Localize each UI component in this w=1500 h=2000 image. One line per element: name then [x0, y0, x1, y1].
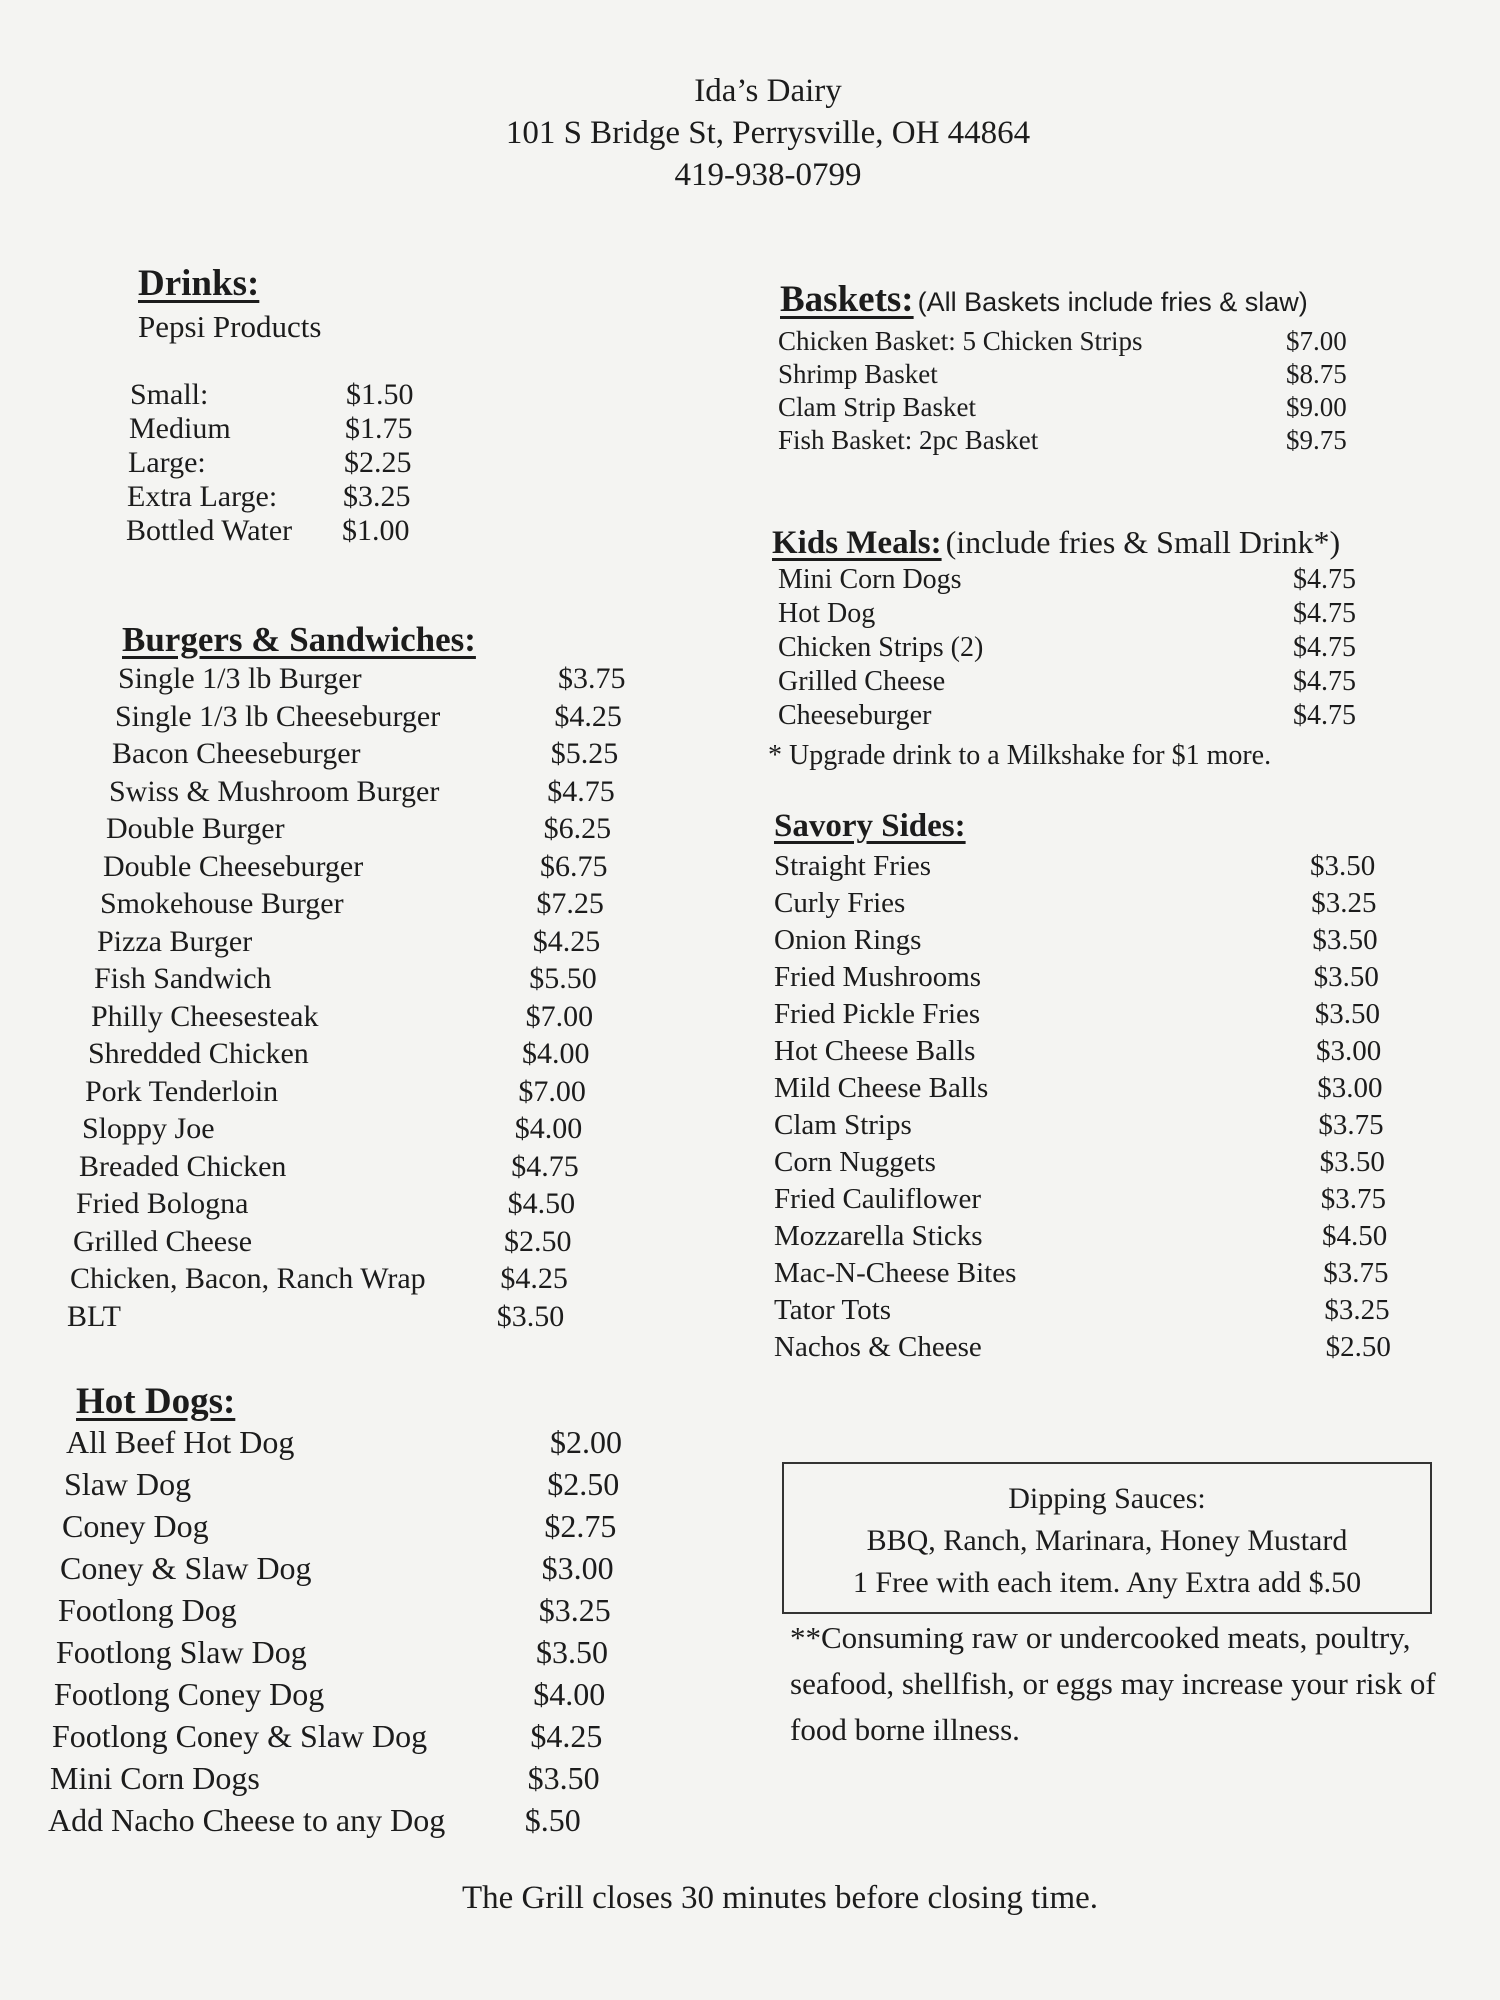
- hotdogs-item: [62, 1508, 617, 1550]
- sides-item: [774, 1220, 1388, 1257]
- hotdogs-item-name: Footlong Dog: [58, 1592, 237, 1628]
- hotdogs-item-name: Footlong Slaw Dog: [56, 1634, 307, 1670]
- burgers-item: [97, 924, 601, 963]
- sides-item-name: Mozzarella Sticks: [774, 1220, 983, 1252]
- kids-item-name: Cheeseburger: [778, 700, 932, 731]
- hotdogs-section: [76, 1380, 235, 1423]
- kids-item: [778, 666, 1356, 700]
- burgers-item-price: $5.25: [550, 737, 619, 770]
- burgers-item: [112, 737, 619, 775]
- drinks-item: [129, 412, 413, 446]
- burgers-item-name: Fried Bologna: [76, 1187, 249, 1220]
- burgers-item: [94, 962, 597, 1000]
- sides-item: [774, 1294, 1390, 1331]
- drinks-item-price: $2.25: [344, 446, 412, 479]
- hotdogs-item: [66, 1424, 622, 1466]
- hotdogs-item-price: $2.00: [550, 1424, 622, 1460]
- sides-item-name: Nachos & Cheese: [774, 1331, 982, 1363]
- drinks-item-name: Extra Large:: [127, 480, 278, 513]
- burgers-item-price: $4.25: [554, 699, 622, 733]
- sides-item-price: $3.00: [1317, 1072, 1383, 1104]
- burgers-item-name: Smokehouse Burger: [100, 887, 344, 920]
- burgers-item: [82, 1112, 583, 1150]
- kids-item-name: Grilled Cheese: [778, 666, 946, 697]
- burgers-item: [106, 812, 612, 850]
- sides-item: [774, 1072, 1383, 1109]
- kids-item-name: Hot Dog: [778, 598, 876, 629]
- sides-item-name: Mild Cheese Balls: [774, 1072, 989, 1104]
- burgers-item-name: Swiss & Mushroom Burger: [109, 774, 440, 808]
- hotdogs-item-name: Slaw Dog: [64, 1466, 192, 1502]
- burgers-item-price: $7.25: [536, 887, 604, 920]
- baskets-item-price: $9.00: [1286, 392, 1347, 422]
- kids-section: [772, 524, 1340, 562]
- burgers-item-name: Double Burger: [106, 812, 285, 845]
- restaurant-name: Ida’s Dairy: [694, 73, 842, 109]
- hotdogs-item: [50, 1760, 600, 1802]
- baskets-list: [778, 326, 1347, 458]
- sides-item-name: Mac-N-Cheese Bites: [774, 1257, 1017, 1289]
- sides-item-price: $3.25: [1311, 887, 1377, 919]
- drinks-item-name: Medium: [129, 412, 231, 445]
- drinks-item-name: Large:: [128, 446, 206, 479]
- sides-item-price: $3.00: [1316, 1035, 1382, 1067]
- sides-item: [774, 924, 1378, 961]
- burgers-item-price: $4.25: [500, 1262, 568, 1295]
- sides-item: [774, 887, 1377, 924]
- kids-item: [778, 700, 1356, 734]
- sides-item-price: $3.25: [1324, 1294, 1390, 1326]
- sides-item-price: $3.75: [1323, 1257, 1389, 1289]
- kids-footnote: * Upgrade drink to a Milkshake for $1 more.: [768, 740, 1272, 771]
- drinks-item: [128, 446, 412, 480]
- kids-item-price: $4.75: [1293, 666, 1356, 697]
- burgers-item: [85, 1074, 586, 1113]
- sides-item: [774, 1146, 1385, 1183]
- drinks-list: [126, 378, 414, 548]
- food-safety-warning: **Consuming raw or undercooked meats, poultry, seafood, shellfish, or eggs may increase your risk of food borne illness.: [790, 1620, 1436, 1747]
- kids-note: (include fries & Small Drink*): [945, 524, 1341, 560]
- sauces-list: BBQ, Ranch, Marinara, Honey Mustard: [866, 1524, 1348, 1557]
- burgers-item-price: $4.00: [522, 1037, 590, 1070]
- hotdogs-item-name: Coney & Slaw Dog: [60, 1550, 312, 1586]
- burgers-item-name: Pork Tenderloin: [85, 1074, 279, 1108]
- burgers-item: [118, 662, 626, 700]
- hotdogs-item-price: $4.00: [533, 1676, 606, 1712]
- drinks-item-price: $1.50: [346, 378, 414, 411]
- restaurant-address: 101 S Bridge St, Perrysville, OH 44864: [505, 115, 1031, 151]
- baskets-item-name: Clam Strip Basket: [778, 392, 976, 422]
- burgers-item: [73, 1224, 572, 1263]
- hotdogs-item: [64, 1466, 620, 1508]
- burgers-item-price: $5.50: [529, 962, 597, 995]
- sides-item: [774, 998, 1381, 1035]
- kids-item-name: Chicken Strips (2): [778, 632, 984, 663]
- hotdogs-item-name: Add Nacho Cheese to any Dog: [48, 1802, 446, 1838]
- burgers-item-price: $3.50: [496, 1299, 565, 1333]
- sides-item-name: Onion Rings: [774, 924, 922, 956]
- burgers-item-name: Single 1/3 lb Cheeseburger: [115, 699, 441, 733]
- restaurant-phone: 419-938-0799: [674, 157, 862, 193]
- hotdogs-item-price: $4.25: [530, 1718, 603, 1754]
- baskets-note: (All Baskets include fries & slaw): [917, 287, 1308, 317]
- sides-item-price: $3.50: [1310, 850, 1376, 882]
- baskets-item-price: $8.75: [1286, 359, 1347, 389]
- drinks-section: [138, 262, 321, 345]
- sides-item: [774, 850, 1376, 887]
- burgers-title: Burgers & Sandwiches:: [122, 620, 476, 659]
- sides-item-name: Straight Fries: [774, 850, 932, 882]
- burgers-item-name: Single 1/3 lb Burger: [118, 662, 362, 695]
- sides-item-price: $2.50: [1325, 1331, 1391, 1363]
- sides-item: [774, 1109, 1384, 1146]
- burgers-item-name: Shredded Chicken: [88, 1037, 309, 1070]
- burgers-item: [67, 1299, 565, 1338]
- kids-item-price: $4.75: [1293, 564, 1356, 595]
- hotdogs-item: [54, 1676, 606, 1718]
- sides-item-name: Fried Cauliflower: [774, 1183, 981, 1215]
- burgers-item-price: $2.50: [504, 1224, 572, 1258]
- hotdogs-item-price: $3.25: [538, 1592, 611, 1628]
- baskets-title: Baskets:: [780, 279, 914, 320]
- baskets-item: [778, 359, 1347, 392]
- drinks-item: [130, 378, 414, 412]
- burgers-item: [115, 699, 622, 738]
- hotdogs-item-price: $3.50: [536, 1634, 608, 1670]
- burgers-item-price: $4.50: [507, 1187, 576, 1220]
- hotdogs-item: [48, 1802, 581, 1844]
- kids-item-price: $4.75: [1293, 700, 1356, 731]
- burgers-list: [67, 662, 626, 1337]
- baskets-item-price: $9.75: [1286, 425, 1347, 455]
- burgers-item-price: $7.00: [525, 999, 594, 1033]
- hotdogs-item: [56, 1634, 608, 1676]
- kids-title: Kids Meals:: [772, 525, 942, 561]
- hotdogs-item: [60, 1550, 614, 1592]
- drinks-title: Drinks:: [138, 263, 260, 304]
- sides-section: [774, 808, 966, 845]
- hotdogs-item-name: Coney Dog: [62, 1508, 209, 1544]
- sides-item-name: Corn Nuggets: [774, 1146, 936, 1178]
- burgers-item-name: Philly Cheesesteak: [91, 999, 319, 1033]
- sides-item-name: Curly Fries: [774, 887, 906, 919]
- sides-item-price: $3.50: [1313, 961, 1379, 993]
- burgers-item-name: BLT: [67, 1299, 121, 1333]
- burgers-item-name: Chicken, Bacon, Ranch Wrap: [70, 1262, 426, 1295]
- kids-item-name: Mini Corn Dogs: [778, 564, 962, 595]
- burgers-item-price: $4.75: [511, 1149, 579, 1183]
- burgers-item: [70, 1262, 568, 1300]
- closing-notice: The Grill closes 30 minutes before closing time.: [461, 1880, 1099, 1916]
- burgers-item-price: $4.75: [547, 774, 615, 808]
- baskets-item-name: Chicken Basket: 5 Chicken Strips: [778, 326, 1143, 356]
- dipping-sauces-box: [782, 1462, 1432, 1614]
- burgers-item: [100, 887, 604, 925]
- burgers-item-price: $7.00: [518, 1074, 586, 1108]
- baskets-item-price: $7.00: [1286, 326, 1347, 356]
- sides-item-name: Tator Tots: [774, 1294, 892, 1326]
- sides-item: [774, 1331, 1391, 1368]
- drinks-item-price: $1.00: [342, 514, 410, 547]
- burgers-item: [91, 999, 594, 1038]
- burgers-item-name: Pizza Burger: [97, 924, 253, 958]
- hotdogs-item-name: Mini Corn Dogs: [50, 1760, 260, 1796]
- sides-title: Savory Sides:: [774, 808, 966, 844]
- hotdogs-item-price: $3.50: [527, 1760, 600, 1796]
- burgers-item-price: $6.25: [543, 812, 612, 845]
- sides-item-price: $4.50: [1322, 1220, 1388, 1252]
- sides-item-name: Hot Cheese Balls: [774, 1035, 976, 1067]
- burgers-item-name: Breaded Chicken: [79, 1149, 287, 1183]
- sides-item-price: $3.50: [1319, 1146, 1385, 1178]
- burgers-item: [88, 1037, 590, 1075]
- sides-item-name: Clam Strips: [774, 1109, 912, 1141]
- burgers-item-name: Sloppy Joe: [82, 1112, 215, 1145]
- burgers-item-price: $4.25: [532, 924, 601, 958]
- hotdogs-item-price: $2.75: [544, 1508, 617, 1544]
- hotdogs-item: [52, 1718, 603, 1760]
- hotdogs-item-price: $2.50: [547, 1466, 620, 1502]
- hotdogs-list: [48, 1424, 622, 1844]
- sauces-policy: 1 Free with each item. Any Extra add $.50: [852, 1566, 1362, 1599]
- drinks-item-name: Bottled Water: [126, 514, 293, 547]
- drinks-item-name: Small:: [130, 378, 209, 411]
- sides-item-price: $3.50: [1312, 924, 1378, 956]
- drinks-item: [126, 514, 410, 548]
- drinks-item-price: $3.25: [343, 480, 411, 513]
- kids-item: [778, 632, 1356, 666]
- drinks-item-price: $1.75: [345, 412, 413, 445]
- kids-item-price: $4.75: [1293, 632, 1356, 663]
- menu-header: [0, 70, 1500, 196]
- kids-item-price: $4.75: [1293, 598, 1356, 629]
- drinks-item: [127, 480, 411, 514]
- burgers-item-price: $6.75: [540, 849, 608, 883]
- sides-item-name: Fried Pickle Fries: [774, 998, 981, 1030]
- baskets-item: [778, 326, 1347, 359]
- baskets-item-name: Shrimp Basket: [778, 359, 938, 389]
- burgers-item-name: Double Cheeseburger: [103, 849, 364, 883]
- burgers-item: [79, 1149, 579, 1188]
- sides-item: [774, 1035, 1382, 1072]
- burgers-item-name: Grilled Cheese: [73, 1224, 253, 1258]
- sides-item-price: $3.50: [1314, 998, 1381, 1030]
- hotdogs-item-price: $3.00: [541, 1550, 614, 1586]
- baskets-item: [778, 425, 1347, 458]
- sides-list: [774, 850, 1391, 1368]
- sides-item-price: $3.75: [1320, 1183, 1387, 1215]
- burgers-item: [109, 774, 615, 813]
- hotdogs-item: [58, 1592, 611, 1634]
- hotdogs-item-name: Footlong Coney Dog: [54, 1676, 325, 1712]
- burgers-item-name: Fish Sandwich: [94, 962, 272, 995]
- drinks-subtitle: Pepsi Products: [138, 309, 322, 344]
- sides-item: [774, 1257, 1389, 1294]
- sides-item: [774, 961, 1379, 998]
- kids-item: [778, 564, 1356, 598]
- burgers-item-price: $4.00: [514, 1112, 583, 1145]
- baskets-item-name: Fish Basket: 2pc Basket: [778, 425, 1039, 455]
- kids-list: [778, 564, 1356, 734]
- hotdogs-title: Hot Dogs:: [76, 1381, 236, 1422]
- sides-item-name: Fried Mushrooms: [774, 961, 982, 993]
- burgers-item-name: Bacon Cheeseburger: [112, 737, 361, 770]
- sides-item: [774, 1183, 1387, 1220]
- burgers-section: [122, 620, 476, 660]
- kids-item: [778, 598, 1356, 632]
- burgers-item: [76, 1187, 576, 1225]
- sides-item-price: $3.75: [1318, 1109, 1384, 1141]
- burgers-item: [103, 849, 608, 888]
- burgers-item-price: $3.75: [558, 662, 626, 695]
- hotdogs-item-name: All Beef Hot Dog: [66, 1424, 295, 1460]
- baskets-item: [778, 392, 1347, 425]
- hotdogs-item-name: Footlong Coney & Slaw Dog: [52, 1718, 428, 1754]
- sauces-title: Dipping Sauces:: [1008, 1482, 1206, 1515]
- baskets-section: [780, 278, 1308, 321]
- hotdogs-item-price: $.50: [524, 1802, 581, 1838]
